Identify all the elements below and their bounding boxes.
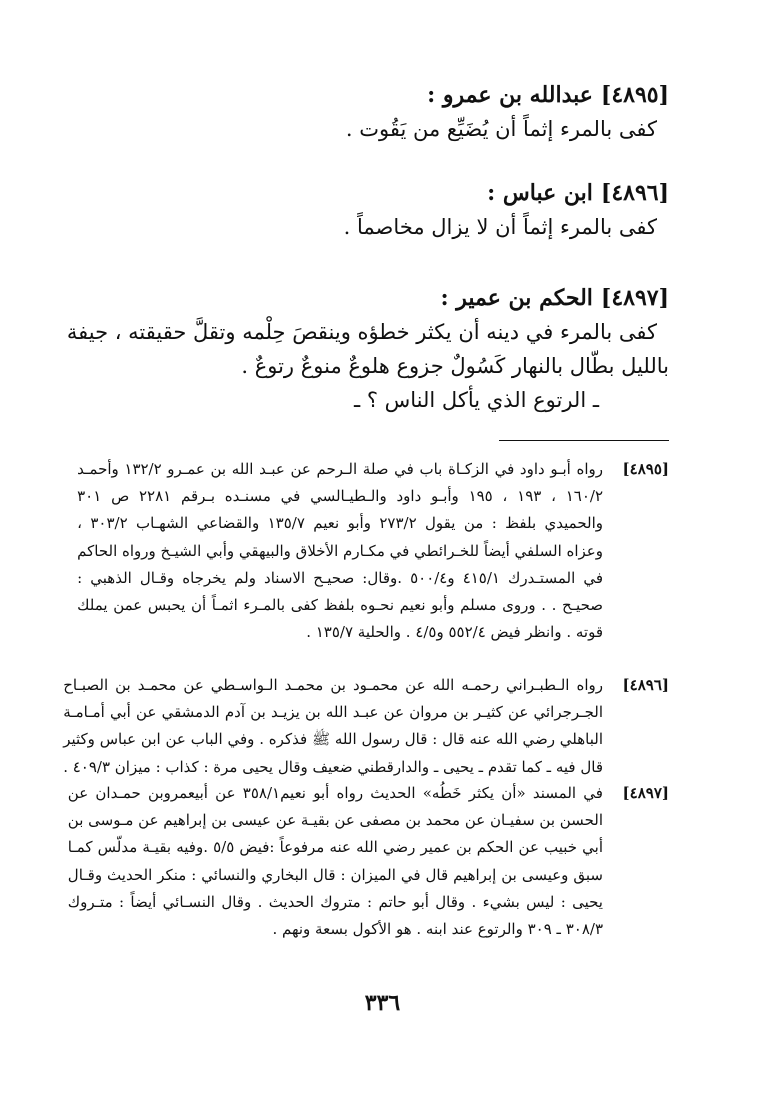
footnote-body [68,780,603,943]
entry-number: [٤٨٩٦] [600,180,669,206]
entry-text-line: ـ الرتوع الذي يأكل الناس ؟ ـ [354,388,599,412]
footnote-line: الجـرجرائي عن كثيـر بن مروان عن عبـد الله بن يزيـد بن آدم الدمشقي عن أبي أمـامـة [63,703,603,722]
footnote-number: [٤٨٩٦] [622,676,669,694]
footnote-line: يحيى : ليس بشيء . وقال أبو حاتم : متروك الحديث . وقال النسـائي أيضاً : متـروك [67,892,603,911]
entry-narrator: الحكم بن عمير : [440,285,593,311]
footnote-body [63,672,603,781]
footnote-line: أبي خبيب عن الحكم بن عمير رضي الله عنه مرفوعاً :فيض ٥/٥ .وفيه بقيـة مدلّس كمـا [67,838,603,857]
footnote-divider [499,440,669,441]
footnote-4897 [67,780,669,943]
entry-number: [٤٨٩٥] [600,82,669,108]
footnote-number: [٤٨٩٧] [622,784,669,802]
entry-text-line: كفى بالمرء إثماً أن يُضَيِّع من يَقُوت . [345,117,657,141]
entry-4897 [66,281,669,417]
entry-heading [99,78,669,112]
footnote-4895 [77,456,669,646]
footnote-line: ٣٠٨/٣ ـ ٣٠٩ والرتوع عند ابنه . هو الأكول بسعة ونهم . [272,920,603,939]
footnote-number: [٤٨٩٥] [622,460,669,478]
footnote-line: رواه الـطبـراني رحمـه الله عن محمـود بن محمـد الـواسـطي عن محمـد بن الصبـاح [63,676,603,694]
footnote-line: قال فيه ـ كما تقدم ـ يحيى ـ والدارقطني ضعيف وقال يحيى مرة : كذاب : ميزان ٤٠٩/٣ . [63,757,603,776]
footnote-line: والحميدي بلفظ : من يقول ٢٧٣/٢ وأبو نعيم ١٣٥/٧ والقضاعي الشهـاب ٣٠٣/٢ ، [77,514,604,533]
footnote-body [77,456,603,646]
footnote-line: الباهلي رضي الله عنه قال : قال رسول الله ﷺ فذكره . وفي الباب عن ابن عباس وكثير [63,730,603,749]
footnote-line: رواه أبـو داود في الزكـاة باب في صلة الـرحم عن عبـد الله بن عمـرو ١٣٢/٢ وأحمـد [77,460,603,478]
entry-4896 [99,176,669,244]
entry-heading [99,281,669,315]
entry-heading [99,176,669,210]
entry-number: [٤٨٩٧] [600,285,669,311]
footnote-line: في المستـدرك ٤١٥/١ و٥٠٠/٤ .وقال: صحيـح الاسناد ولم يخرجاه وقـال الذهبي : [77,568,603,587]
footnote-line: قوته . وانظر فيض ٥٥٢/٤ و٤/٥ . والحلية ١٣٥/٧ . [306,623,603,642]
footnote-line: الحسن بن سفيـان عن محمد بن مصفى عن بقيـة عن عيسى بن إبراهيم عن مـوسى بن [67,811,603,830]
footnote-line: ١٦٠/٢ ، ١٩٣ ، ١٩٥ وأبـو داود والـطيـالسي في مسنـده بـرقم ٢٢٨١ ص ٣٠١ [77,487,603,506]
entry-narrator: عبدالله بن عمرو : [427,82,593,108]
footnote-line: في المسند «أن يكثر خَطُه» الحديث رواه أبو نعيم٣٥٨/١ عن أبيعمروبن حمـدان عن [67,784,603,802]
footnote-4896 [63,672,669,781]
entry-text-line: كفى بالمرء إثماً أن لا يزال مخاصماً . [343,215,657,239]
page-number: ٣٣٦ [364,990,401,1016]
entry-text-line: كفى بالمرء في دينه أن يكثر خطؤه وينقصَ حِلْمه وتقلَّ حقيقته ، جيفة [66,320,657,344]
entry-text-line: بالليل بطّال بالنهار كَسُولٌ جزوع هلوعٌ منوعٌ رتوعٌ . [241,354,669,378]
footnote-line: وعزاه السلفي أيضاً للخـرائطي في مكـارم الأخلاق والبيهقي وأبي الشيـخ ورواه الحاكم [77,541,603,560]
entry-4895 [99,78,669,146]
footnote-line: سبق وعيسى بن إبراهيم قال في الميزان : قال البخاري والنسائي : منكر الحديث وقـال [67,865,603,884]
entry-narrator: ابن عباس : [487,180,593,206]
footnote-line: صحيـح . . وروى مسلم وأبو نعيم نحـوه بلفظ كفى بالمـرء اثمـاً أن يحبس عمن يملك [77,596,603,615]
